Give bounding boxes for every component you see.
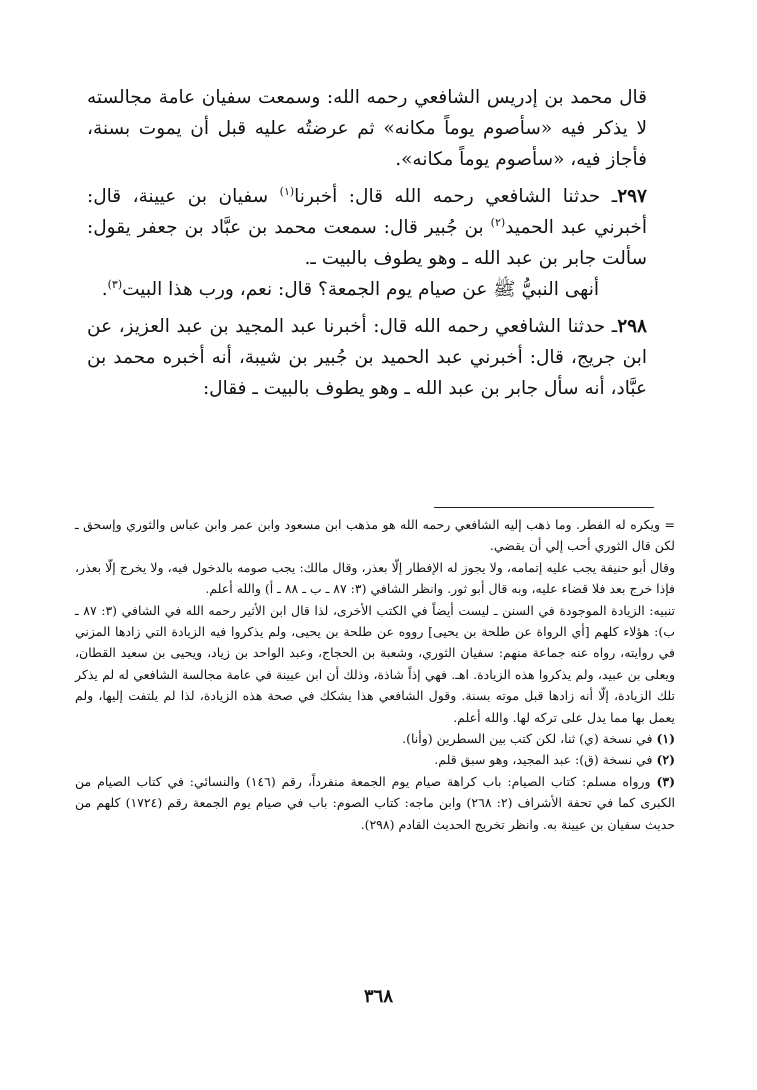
hadith-text: أنهى النبيُّ ﷺ عن صيام يوم الجمعة؟ قال: نعم، ورب هذا البيت xyxy=(122,279,599,300)
hadith-text: ـ حدثنا الشافعي رحمه الله قال: أخبرنا عبد المجيد بن عبد العزيز، عن ابن جريج، قال: أخبرني عبد الحميد بن جُبير بن شيبة، أنه أخبره محمد بن عبَّاد، أنه سأل جابر بن عبد الله ـ وهو يطوف بالبيت ـ فقال: xyxy=(87,316,647,399)
intro-paragraph xyxy=(87,82,647,175)
hadith-297 xyxy=(87,181,647,305)
footnotes xyxy=(75,514,675,835)
footnote-ref[interactable]: (٢) xyxy=(490,215,506,229)
main-text xyxy=(87,82,647,404)
hadith-text: . xyxy=(101,279,108,300)
footnote-ref[interactable]: (٣) xyxy=(107,277,123,291)
footnote-continuation xyxy=(75,557,675,600)
footnote-number: (١) xyxy=(656,731,675,747)
footnote-continuation xyxy=(75,600,675,728)
footnote-text: وقال أبو حنيفة يجب عليه إتمامه، ولا يجوز له الإفطار إلّا بعذر، وقال مالك: يجب صومه بالدخول فيه، ولا يخرج إلّا بعذر، فإذا خرج بعد فلا قضاء عليه، وبه قال أبو ثور. وانظر الشافي (٣: ٨٧ ـ ب ـ ٨٨ ـ أ) والله أعلم. xyxy=(75,559,675,597)
footnote-text: = ويكره له الفطر. وما ذهب إليه الشافعي رحمه الله هو مذهب ابن مسعود وابن عمر وابن عباس والثوري وإسحق ـ لكن قال الثوري أحب إلي أن يقضي. xyxy=(75,517,675,554)
footnote-divider xyxy=(434,507,654,508)
hadith-298 xyxy=(87,311,647,404)
footnote-number: (٢) xyxy=(656,752,675,768)
footnote-text: في نسخة (ي) ثنا، لكن كتب بين السطرين (وأنا). xyxy=(402,731,653,747)
hadith-text: ـ حدثنا الشافعي رحمه الله قال: أخبرنا xyxy=(294,186,618,207)
footnote-text: ورواه مسلم: كتاب الصيام: باب كراهة صيام يوم الجمعة منفرداً، رقم (١٤٦) والنسائي: في كتاب الصيام من الكبرى كما في تحفة الأشراف (٢: ٢٦٨) وابن ماجه: كتاب الصوم: باب في صيام يوم الجمعة رقم (١٧٢٤) كلهم من حديث سفيان بن عيينة به. وانظر تخريج الحديث القادم (٢٩٨). xyxy=(75,773,675,832)
footnote-ref[interactable]: (١) xyxy=(279,184,295,198)
footnote-3 xyxy=(75,771,675,835)
hadith-text: بن جُبير قال: سمعت محمد بن عبَّاد بن جعفر يقول: سألت جابر بن عبد الله ـ وهو يطوف بالبيت ـ. xyxy=(87,217,647,269)
footnote-continuation xyxy=(75,514,675,557)
intro-text: قال محمد بن إدريس الشافعي رحمه الله: وسمعت سفيان عامة مجالسته لا يذكر فيه «سأصوم يوماً مكانه» ثم عرضتُه عليه قبل أن يموت بسنة، فأجاز فيه، «سأصوم يوماً مكانه». xyxy=(87,87,647,170)
page-number: ٣٦٨ xyxy=(363,986,393,1007)
hadith-number: ٢٩٨ xyxy=(617,316,647,337)
hadith-number: ٢٩٧ xyxy=(617,186,647,207)
footnote-2 xyxy=(75,749,675,770)
footnote-text: تنبيه: الزيادة الموجودة في السنن ـ ليست أيضاً في الكتب الأخرى، لذا قال ابن الأثير رحمه الله في الشافي (٣: ٨٧ ـ ب): هؤلاء كلهم [أي الرواة عن طلحة بن يحيى] رووه عن طلحة بن يحيى، ولم يذكروا فيه الزيادة التي زادها المزني في روايته، رواه عنه جماعة منهم: سفيان الثوري، وشعبة بن الحجاج، وعبد الواحد بن زياد، ويحيى بن سعيد القطان، ويعلى بن عبيد، ولم يذكروا هذه الزيادة. اهـ. فهي إذاً شاذة، وذلك أن ابن عيينة في عامة مجالسة الشافعي له لم يذكر تلك الزيادة، إلّا أنه زادها قبل موته بسنة. وقول الشافعي هذا يشكك في صحة هذه الزيادة، لذا لم يلتفت إليها، ولم يعمل بها مما يدل على تركه لها. والله أعلم. xyxy=(75,602,676,725)
footnote-text: في نسخة (ق): عبد المجيد، وهو سبق قلم. xyxy=(434,752,653,768)
footnote-1 xyxy=(75,728,675,749)
hadith-text: سفيان بن عيينة، قال: أخبرني عبد الحميد xyxy=(87,186,647,238)
footnote-number: (٣) xyxy=(656,773,675,789)
hadith-question xyxy=(87,274,647,305)
